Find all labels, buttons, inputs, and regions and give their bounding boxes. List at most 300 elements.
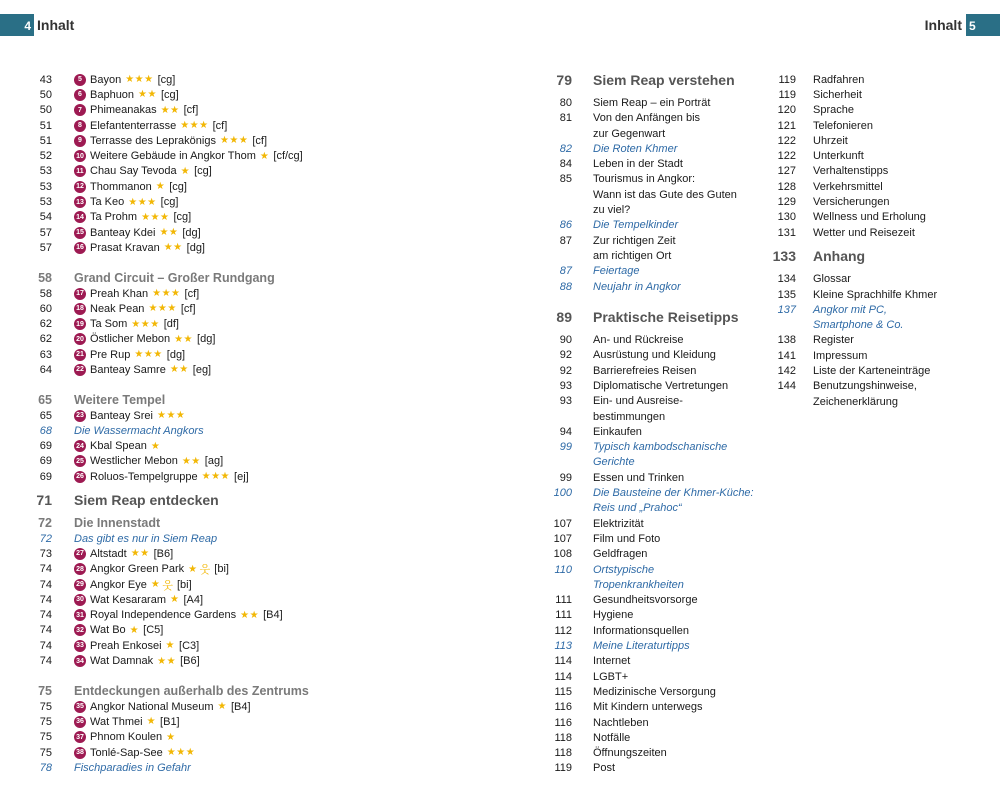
entry-title: Gesundheitsvorsorge (593, 594, 698, 607)
page-number: 54 (39, 211, 52, 224)
entry-title: Reis und „Prahoc“ (593, 502, 682, 515)
page-number: 87 (559, 265, 572, 278)
entry-text (593, 686, 716, 698)
section-heading[interactable] (522, 72, 754, 87)
right-page-header (925, 14, 1000, 36)
page-number: 119 (778, 88, 796, 101)
sight-number-badge: 27 (74, 548, 86, 560)
toc-entry[interactable] (761, 272, 937, 287)
page-number: 100 (553, 487, 572, 500)
section-heading[interactable] (22, 516, 309, 531)
page-number: 92 (559, 364, 572, 377)
page-number: 51 (39, 134, 52, 147)
toc-entry[interactable] (761, 133, 937, 148)
entry-text (593, 250, 671, 262)
toc-entry[interactable] (22, 699, 309, 714)
toc-entry[interactable] (761, 287, 937, 302)
entry-text (593, 533, 660, 545)
entry-text (74, 181, 187, 193)
toc-entry[interactable] (22, 362, 309, 377)
map-reference: [cg] (173, 211, 192, 224)
page-number: 118 (554, 731, 572, 744)
entry-title: Von den Anfängen bis (593, 112, 701, 125)
toc-entry[interactable] (761, 348, 937, 363)
toc-entry[interactable] (522, 547, 754, 562)
map-reference: [cf] (184, 287, 200, 300)
toc-entry[interactable] (522, 715, 754, 730)
toc-entry[interactable] (522, 187, 754, 202)
rating-stars-icon: ★ (188, 563, 198, 575)
toc-entry[interactable] (22, 301, 309, 316)
toc-entry[interactable] (761, 179, 937, 194)
toc-entry[interactable] (522, 172, 754, 187)
entry-title: Altstadt (90, 547, 127, 560)
toc-entry[interactable] (522, 424, 754, 439)
sight-number-badge: 20 (74, 333, 86, 345)
page-number: 51 (39, 119, 52, 132)
entry-title: Chau Say Tevoda (90, 165, 177, 178)
toc-entry[interactable] (522, 623, 754, 638)
toc-column-1 (22, 72, 309, 775)
entry-text (813, 89, 862, 101)
toc-entry[interactable] (522, 577, 754, 592)
entry-title: Wat Damnak (90, 655, 154, 668)
toc-entry[interactable] (22, 439, 309, 454)
entry-text (74, 624, 163, 636)
page-number: 74 (39, 563, 52, 576)
toc-entry[interactable] (522, 233, 754, 248)
toc-entry[interactable] (522, 279, 754, 294)
map-reference: [ej] (234, 470, 249, 483)
page-number: 114 (554, 670, 572, 683)
section-page-number: 65 (38, 393, 52, 408)
entry-title: Angkor National Museum (90, 700, 214, 713)
entry-text (74, 425, 204, 437)
toc-entry[interactable] (522, 455, 754, 470)
page-number: 74 (39, 655, 52, 668)
toc-entry[interactable] (522, 378, 754, 393)
entry-title: Wann ist das Gute des Guten (593, 188, 737, 201)
toc-entry[interactable] (522, 516, 754, 531)
toc-entry[interactable] (22, 133, 309, 148)
entry-title: Ta Keo (90, 196, 125, 209)
sight-number-badge: 10 (74, 150, 86, 162)
toc-entry[interactable] (22, 286, 309, 301)
page-number: 94 (559, 425, 572, 438)
toc-entry[interactable] (22, 103, 309, 118)
page-number: 87 (559, 234, 572, 247)
entry-text (813, 380, 917, 392)
toc-entry[interactable] (761, 317, 937, 332)
toc-entry[interactable] (761, 394, 937, 409)
entry-title: Terrasse des Leprakönigs (90, 134, 216, 147)
page-number: 112 (554, 624, 572, 637)
entry-title: Die Bausteine der Khmer-Küche: (593, 487, 754, 500)
page-number: 137 (777, 303, 796, 316)
entry-title: Tonlé-Sap-See (90, 746, 163, 759)
toc-entry[interactable] (22, 347, 309, 362)
entry-text (74, 120, 227, 132)
section-heading[interactable] (22, 684, 309, 699)
toc-entry[interactable] (22, 164, 309, 179)
toc-entry[interactable] (761, 72, 937, 87)
toc-entry[interactable] (22, 225, 309, 240)
section-page-number: 72 (38, 516, 52, 531)
section-heading[interactable] (761, 248, 937, 263)
toc-entry[interactable] (522, 202, 754, 217)
entry-text (74, 303, 196, 315)
toc-entry[interactable] (761, 118, 937, 133)
toc-entry[interactable] (522, 156, 754, 171)
map-reference: [cg] (194, 165, 212, 178)
entry-text (74, 364, 211, 376)
section-heading[interactable] (522, 309, 754, 324)
toc-entry[interactable] (761, 363, 937, 378)
entry-text (593, 441, 727, 453)
entry-text (593, 173, 695, 185)
toc-entry[interactable] (522, 654, 754, 669)
page-number: 141 (777, 349, 796, 362)
sight-number-badge: 23 (74, 410, 86, 422)
sight-number-badge: 12 (74, 181, 86, 193)
entry-text (74, 89, 179, 101)
sight-number-badge: 5 (74, 74, 86, 86)
entry-text (813, 319, 904, 331)
toc-entry[interactable] (522, 111, 754, 126)
entry-title: Royal Independence Gardens (90, 609, 237, 622)
page-number: 111 (555, 594, 572, 607)
entry-title: Medizinische Versorgung (593, 685, 716, 698)
entry-title: Öffnungszeiten (593, 747, 667, 760)
sight-number-badge: 36 (74, 716, 86, 728)
toc-entry[interactable] (522, 608, 754, 623)
toc-entry[interactable] (22, 638, 309, 653)
entry-title: Einkaufen (593, 425, 642, 438)
entry-title: Roluos-Tempelgruppe (90, 470, 198, 483)
entry-text (593, 594, 698, 606)
map-reference: [cf] (180, 302, 196, 315)
entry-text (593, 128, 665, 140)
page-number: 75 (39, 746, 52, 759)
entry-text (74, 701, 251, 713)
left-page-header (0, 14, 74, 36)
entry-text (813, 273, 851, 285)
entry-title: Gerichte (593, 456, 635, 469)
toc-entry[interactable] (22, 72, 309, 87)
toc-entry[interactable] (761, 379, 937, 394)
toc-entry[interactable] (522, 700, 754, 715)
toc-entry[interactable] (522, 669, 754, 684)
section-page-number: 79 (556, 71, 572, 88)
entry-text (593, 625, 689, 637)
toc-entry[interactable] (761, 333, 937, 348)
map-reference: [df] (163, 318, 179, 331)
sight-number-badge: 9 (74, 135, 86, 147)
toc-entry[interactable] (761, 103, 937, 118)
entry-text (74, 731, 176, 743)
entry-title: Pre Rup (90, 348, 131, 361)
rating-stars-icon: ★★ (169, 364, 189, 376)
page-number: 80 (559, 96, 572, 109)
entry-title: Geldfragen (593, 548, 648, 561)
toc-entry[interactable] (522, 531, 754, 546)
toc-entry[interactable] (522, 141, 754, 156)
toc-entry[interactable] (522, 638, 754, 653)
toc-entry[interactable] (522, 440, 754, 455)
toc-entry[interactable] (22, 760, 309, 775)
toc-entry[interactable] (761, 225, 937, 240)
rating-stars-icon: ★ (150, 579, 161, 591)
page-number: 74 (39, 593, 52, 606)
left-page-number: 4 (0, 14, 34, 36)
toc-entry[interactable] (522, 501, 754, 516)
entry-text (813, 350, 867, 362)
page-number: 110 (554, 563, 572, 576)
toc-entry[interactable] (22, 730, 309, 745)
entry-title: Die Tempelkinder (593, 219, 679, 232)
toc-entry[interactable] (522, 761, 754, 776)
entry-text (593, 411, 665, 423)
entry-text (813, 196, 889, 208)
toc-entry[interactable] (22, 546, 309, 561)
page-number: 115 (554, 685, 572, 698)
toc-entry[interactable] (761, 87, 937, 102)
sight-number-badge: 17 (74, 288, 86, 300)
section-page-number: 89 (556, 308, 572, 325)
sight-number-badge: 13 (74, 196, 86, 208)
map-reference: [B6] (180, 655, 200, 668)
entry-title: Essen und Trinken (593, 471, 685, 484)
entry-text (813, 211, 926, 223)
entry-title: Post (593, 762, 616, 775)
entry-text (74, 655, 200, 667)
toc-entry[interactable] (22, 87, 309, 102)
page-number: 74 (39, 639, 52, 652)
sight-number-badge: 16 (74, 242, 86, 254)
entry-title: Zeichenerklärung (813, 395, 898, 408)
page-number: 63 (39, 348, 52, 361)
toc-entry[interactable] (522, 684, 754, 699)
section-heading[interactable] (22, 492, 309, 507)
entry-text (74, 455, 223, 467)
entry-text (593, 189, 737, 201)
entry-title: Neujahr in Angkor (593, 280, 681, 293)
toc-entry[interactable] (522, 730, 754, 745)
toc-entry[interactable] (22, 408, 309, 423)
entry-text (593, 204, 630, 216)
toc-entry[interactable] (22, 316, 309, 331)
toc-entry[interactable] (522, 95, 754, 110)
toc-entry[interactable] (22, 653, 309, 668)
entry-title: Angkor Green Park (90, 563, 185, 576)
toc-column-2 (522, 72, 754, 776)
toc-entry[interactable] (761, 302, 937, 317)
toc-entry[interactable] (522, 394, 754, 409)
toc-entry[interactable] (522, 470, 754, 485)
map-reference: [dg] (182, 226, 201, 239)
map-reference: [bi] (176, 578, 192, 591)
entry-text (813, 289, 937, 301)
right-page-number: 5 (966, 14, 1000, 36)
entry-title: bestimmungen (593, 410, 666, 423)
entry-text (74, 74, 175, 86)
toc-entry[interactable] (22, 194, 309, 209)
toc-entry[interactable] (761, 210, 937, 225)
toc-entry[interactable] (22, 745, 309, 760)
toc-entry[interactable] (522, 218, 754, 233)
entry-title: Die Roten Khmer (593, 142, 678, 155)
toc-entry[interactable] (761, 194, 937, 209)
entry-text (593, 281, 681, 293)
entry-text (74, 440, 160, 452)
sight-number-badge: 31 (74, 609, 86, 621)
toc-entry[interactable] (22, 423, 309, 438)
toc-entry[interactable] (22, 469, 309, 484)
rating-stars-icon: ★ (217, 701, 227, 713)
toc-entry[interactable] (522, 332, 754, 347)
entry-text (593, 472, 684, 484)
toc-entry[interactable] (22, 531, 309, 546)
toc-entry[interactable] (522, 126, 754, 141)
sight-number-badge: 22 (74, 364, 86, 376)
sight-number-badge: 18 (74, 303, 86, 315)
entry-text (593, 579, 684, 591)
page-number: 142 (777, 364, 796, 377)
page-number: 60 (39, 302, 52, 315)
toc-entry[interactable] (761, 164, 937, 179)
entry-title: Versicherungen (813, 196, 890, 209)
entry-title: Diplomatische Vertretungen (593, 379, 729, 392)
toc-entry[interactable] (22, 562, 309, 577)
entry-title: Angkor mit PC, (813, 303, 887, 316)
toc-column-3 (761, 72, 937, 409)
toc-entry[interactable] (522, 485, 754, 500)
toc-entry[interactable] (22, 179, 309, 194)
section-page-number: 71 (36, 492, 52, 509)
toc-entry[interactable] (522, 363, 754, 378)
section-title: Die Innenstadt (74, 516, 161, 531)
page-number: 74 (39, 578, 52, 591)
entry-text (593, 564, 654, 576)
rating-stars-icon: ★★★ (201, 471, 231, 483)
page-number: 62 (39, 318, 52, 331)
page-number: 108 (553, 548, 572, 561)
rating-stars-icon: ★★★ (128, 196, 157, 208)
entry-text (74, 577, 192, 593)
map-reference: [C5] (143, 624, 164, 637)
page-number: 68 (39, 424, 52, 437)
rating-stars-icon: ★★★ (156, 410, 186, 422)
toc-entry[interactable] (22, 592, 309, 607)
entry-text (593, 717, 649, 729)
toc-entry[interactable] (22, 714, 309, 729)
toc-entry[interactable] (522, 593, 754, 608)
toc-entry[interactable] (22, 240, 309, 255)
page-number: 127 (777, 165, 796, 178)
entry-text (74, 333, 215, 345)
entry-text (74, 318, 179, 330)
rating-stars-icon: ★★ (160, 104, 180, 116)
map-reference: [ag] (204, 455, 224, 468)
page-number: 122 (777, 150, 796, 163)
entry-text (813, 304, 887, 316)
sight-number-badge: 19 (74, 318, 86, 330)
entry-text (74, 548, 173, 560)
entry-title: Banteay Kdei (90, 226, 156, 239)
entry-text (813, 365, 930, 377)
toc-entry[interactable] (522, 409, 754, 424)
toc-entry[interactable] (761, 148, 937, 163)
rating-stars-icon: ★ (165, 640, 176, 652)
toc-entry[interactable] (522, 745, 754, 760)
map-reference: [B6] (153, 547, 174, 560)
map-reference: [bi] (214, 563, 229, 576)
entry-text (74, 211, 191, 223)
sight-number-badge: 15 (74, 227, 86, 239)
entry-text (593, 609, 633, 621)
toc-entry[interactable] (522, 264, 754, 279)
entry-text (74, 594, 203, 606)
map-reference: [B1] (160, 715, 180, 728)
toc-entry[interactable] (22, 454, 309, 469)
entry-text (593, 701, 702, 713)
toc-entry[interactable] (22, 148, 309, 163)
entry-title: Unterkunft (813, 150, 864, 163)
entry-title: Elefantenterrasse (90, 119, 177, 132)
toc-entry[interactable] (22, 608, 309, 623)
sight-number-badge: 32 (74, 624, 86, 636)
rating-stars-icon: ★★ (138, 89, 157, 101)
entry-title: Smartphone & Co. (813, 319, 904, 332)
toc-entry[interactable] (22, 118, 309, 133)
entry-text (74, 196, 178, 208)
entry-title: Register (813, 334, 854, 347)
entry-title: Angkor Eye (90, 578, 147, 591)
page-number: 131 (777, 226, 796, 239)
page-number: 116 (554, 716, 572, 729)
rating-stars-icon: ★★ (163, 242, 183, 254)
toc-entry[interactable] (522, 248, 754, 263)
map-reference: [cf/cg] (273, 150, 303, 163)
entry-title: Leben in der Stadt (593, 158, 683, 171)
rating-stars-icon: ★★★ (125, 74, 154, 86)
toc-entry[interactable] (522, 562, 754, 577)
rating-stars-icon: ★★★ (134, 349, 163, 361)
page-number: 53 (39, 180, 52, 193)
section-title: Grand Circuit – Großer Rundgang (74, 271, 275, 286)
entry-text (813, 74, 864, 86)
toc-entry[interactable] (22, 210, 309, 225)
rating-stars-icon: ★★★ (180, 120, 209, 132)
sight-number-badge: 34 (74, 655, 86, 667)
entry-text (593, 235, 676, 247)
section-heading[interactable] (22, 271, 309, 286)
entry-text (813, 181, 883, 193)
toc-entry[interactable] (22, 577, 309, 592)
page-number: 57 (39, 241, 52, 254)
entry-text (813, 334, 854, 346)
toc-entry[interactable] (22, 623, 309, 638)
toc-entry[interactable] (22, 332, 309, 347)
entry-text (74, 150, 303, 162)
sight-number-badge: 11 (74, 165, 86, 177)
toc-entry[interactable] (522, 348, 754, 363)
sight-number-badge: 29 (74, 579, 86, 591)
page-number: 122 (777, 134, 796, 147)
entry-text (593, 487, 754, 499)
page-number: 138 (777, 334, 796, 347)
section-heading[interactable] (22, 393, 309, 408)
